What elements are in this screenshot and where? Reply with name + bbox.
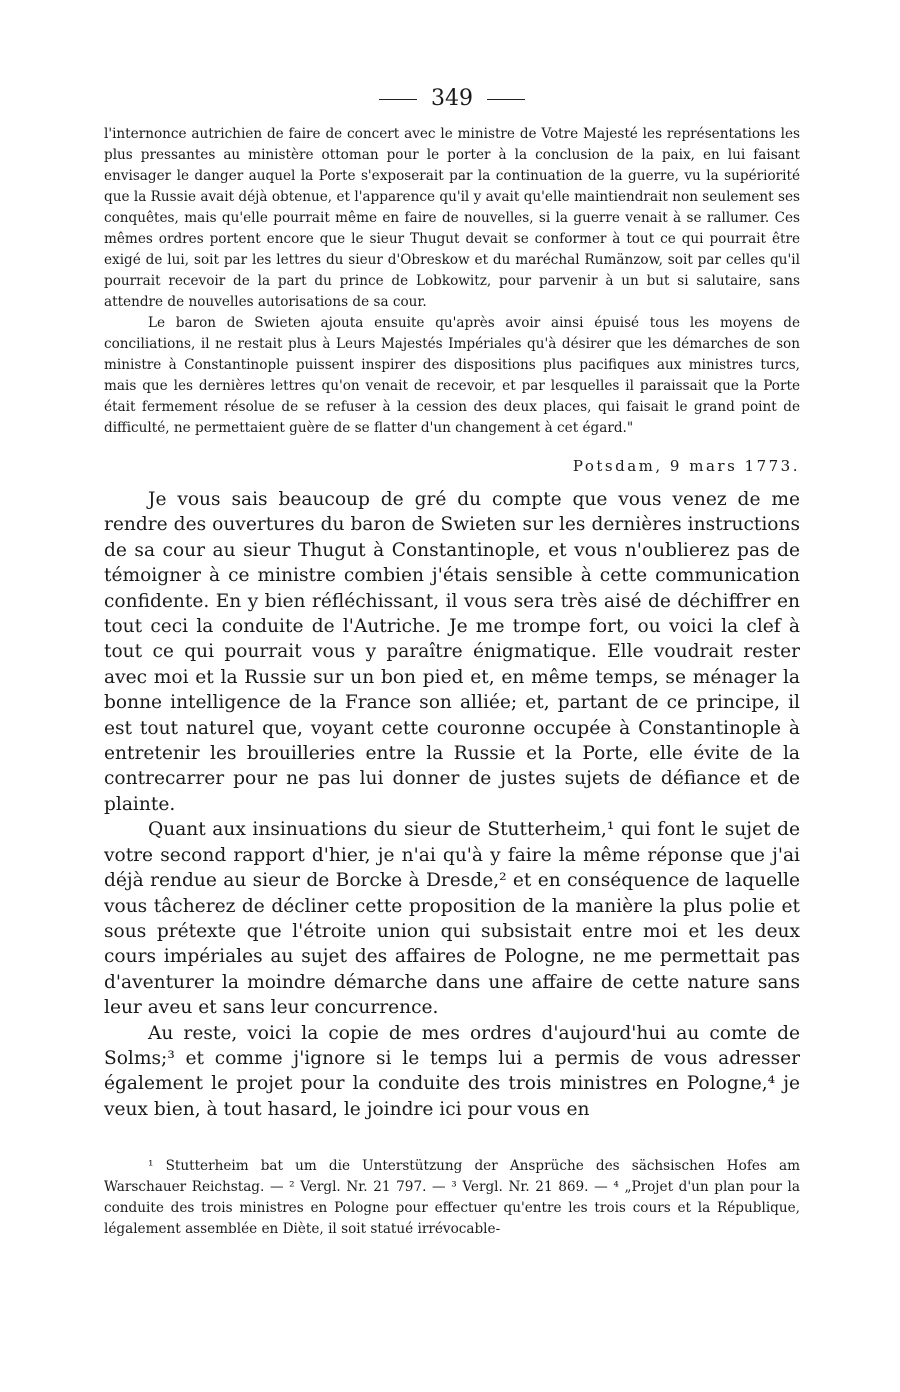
letter-body: [104, 487, 800, 1122]
header-rule-left: [379, 99, 417, 100]
letter-paragraph: Quant aux insinuations du sieur de Stutterheim,¹ qui font le sujet de votre second rapport d'hier, je n'ai qu'à y faire la même réponse que j'ai déjà rendue au sieur de Borcke à Dresde,² et en conséquence de laquelle vous tâcherez de décliner cette proposition de la manière la plus polie et sous prétexte que l'étroite union qui subsistait entre moi et les deux cours impériales au sujet des affaires de Pologne, ne me permettait pas d'aventurer la moindre démarche dans une affaire de cette nature sans leur aveu et sans leur concurrence.: [104, 819, 800, 1019]
book-page: [104, 84, 800, 1240]
footnote-text: ¹ Stutterheim bat um die Unterstützung der Ansprüche des sächsischen Hofes am Warschauer Reichstag. — ² Vergl. Nr. 21 797. — ³ Vergl. Nr. 21 869. — ⁴ „Projet d'un plan pour la conduite des trois ministres en Pologne pour effectuer qu'entre les trois cours et la République, légalement assemblée en Diète, il soit statué irrévocable-: [104, 1158, 800, 1238]
dateline: Potsdam, 9 mars 1773.: [572, 457, 800, 475]
header-rule-right: [487, 99, 525, 100]
quote-paragraph: l'internonce autrichien de faire de concert avec le ministre de Votre Majesté les représentations les plus pressantes au ministère ottoman pour le porter à la conclusion de la paix, en lui faisant envisager le danger auquel la Porte s'exposerait par la continuation de la guerre, vu la supériorité que la Russie avait déjà obtenue, et l'apparence qu'il y avait qu'elle maintiendrait non seulement ses conquêtes, mais qu'elle pourrait même en faire de nouvelles, si la guerre venait à se rallumer. Ces mêmes ordres portent encore que le sieur Thugut devait se conformer à tout ce qui pourrait être exigé de lui, soit par les lettres du sieur d'Obreskow et du maréchal Rumänzow, soit par celles qu'il pourrait recevoir de la part du prince de Lobkowitz, pour parvenir à un but si salutaire, sans attendre de nouvelles autorisations de sa cour.: [104, 126, 800, 310]
quoted-report: [104, 124, 800, 439]
page-number: 349: [431, 86, 473, 111]
page-header: [104, 84, 800, 124]
letter-paragraph: Je vous sais beaucoup de gré du compte que vous venez de me rendre des ouvertures du baron de Swieten sur les dernières instructions de sa cour au sieur Thugut à Constantinople, et vous n'oublierez pas de témoigner à ce ministre combien j'étais sensible à cette communication confidente. En y bien réfléchissant, il vous sera très aisé de déchiffrer en tout ceci la conduite de l'Autriche. Je me trompe fort, ou voici la clef à tout ce qui pourrait vous y paraître énigmatique. Elle voudrait rester avec moi et la Russie sur un bon pied et, en même temps, se ménager la bonne intelligence de la France son alliée; et, partant de ce principe, il est tout naturel que, voyant cette couronne occupée à Constantinople à entretenir les brouilleries entre la Russie et la Porte, elle évite de la contrecarrer pour ne pas lui donner de justes sujets de défiance et de plainte.: [104, 489, 800, 815]
footnotes: [104, 1156, 800, 1240]
quote-paragraph: Le baron de Swieten ajouta ensuite qu'après avoir ainsi épuisé tous les moyens de conciliations, il ne restait plus à Leurs Majestés Impériales qu'à désirer que les démarches de son ministre à Constantinople puissent inspirer des dispositions plus pacifiques aux ministres turcs, mais que les dernières lettres qu'on venait de recevoir, et par lesquelles il paraissait que la Porte était fermement résolue de se refuser à la cession des deux places, qui faisait le grand point de difficulté, ne permettaient guère de se flatter d'un changement à cet égard.": [104, 315, 800, 436]
letter-paragraph: Au reste, voici la copie de mes ordres d'aujourd'hui au comte de Solms;³ et comme j'ignore si le temps lui a permis de vous adresser également le projet pour la conduite des trois ministres en Pologne,⁴ je veux bien, à tout hasard, le joindre ici pour vous en: [104, 1022, 800, 1120]
